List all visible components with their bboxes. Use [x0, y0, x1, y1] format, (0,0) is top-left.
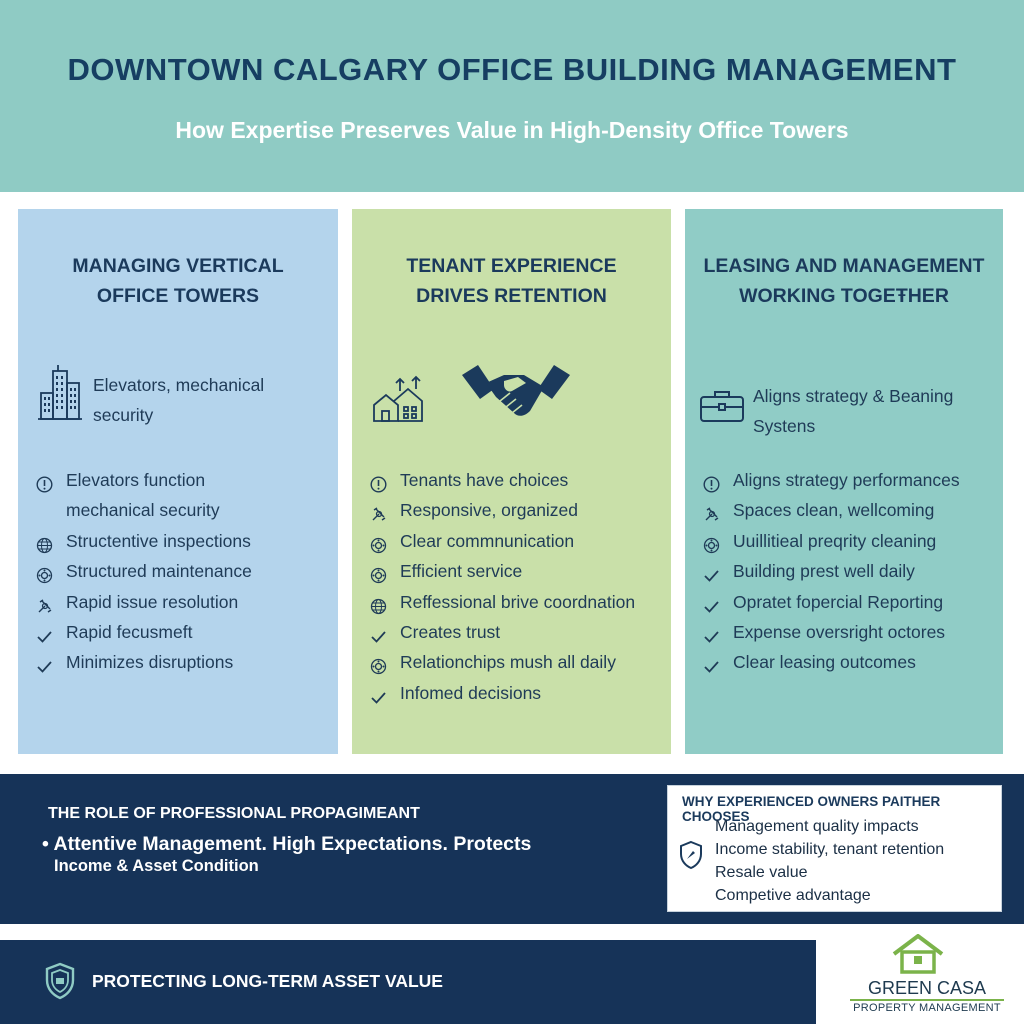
list-item: Tenants have choices	[370, 465, 663, 495]
why-title: WHY EXPERIENCED OWNERS PAITHER CHOOSES	[682, 794, 941, 824]
briefcase-icon	[699, 389, 745, 428]
shield-icon	[44, 962, 76, 1005]
role-statement: • Attentive Management. High Expectations. Protects	[42, 833, 532, 855]
item-list	[703, 465, 995, 678]
list-item: Uuillitieal preqrity cleaning	[703, 526, 995, 556]
globe-icon	[36, 533, 53, 550]
feature-text: Elevators, mechanical security	[93, 375, 265, 425]
list-item: Opratet fopercial Reporting	[703, 587, 995, 617]
page-subtitle: How Expertise Preserves Value in High-Density Office Towers	[175, 117, 849, 143]
globe-icon	[370, 594, 387, 611]
logo-divider	[850, 999, 1004, 1001]
column-tenant-experience	[352, 209, 671, 754]
check-icon	[703, 594, 720, 611]
feature-row	[372, 365, 663, 435]
list-item: Expense oversright octores	[703, 617, 995, 647]
tools-icon	[36, 594, 53, 611]
column-heading: TENANT EXPERIENCE DRIVES RETENTION	[406, 255, 617, 307]
list-item: Responsive, organized	[370, 495, 663, 525]
list-item: Aligns strategy performances	[703, 465, 995, 495]
why-item: Competive advantage	[715, 887, 871, 904]
info-icon	[36, 472, 53, 489]
tools-icon	[703, 502, 720, 519]
list-item: Clear leasing outcomes	[703, 647, 995, 677]
houses-arrows-icon	[372, 375, 428, 430]
column-heading: MANAGING VERTICAL OFFICE TOWERS	[72, 255, 284, 307]
why-owners-box	[667, 785, 1002, 912]
list-item: Efficient service	[370, 556, 663, 586]
list-item: Rapid issue resolution	[36, 587, 330, 617]
item-list	[36, 465, 330, 678]
column-vertical-towers	[18, 209, 338, 754]
check-icon	[370, 685, 387, 702]
check-icon	[703, 624, 720, 641]
item-list	[370, 465, 663, 708]
logo-name: GREEN CASA	[867, 978, 987, 998]
check-icon	[370, 624, 387, 641]
shield-check-icon	[678, 840, 704, 875]
column-leasing-management	[685, 209, 1003, 754]
header-banner	[0, 0, 1024, 192]
footer-text: PROTECTING LONG-TERM ASSET VALUE	[92, 971, 443, 991]
role-title: THE ROLE OF PROFESSIONAL PROPAGIMEANT	[48, 805, 420, 822]
office-tower-icon	[38, 365, 82, 428]
page-title: DOWNTOWN CALGARY OFFICE BUILDING MANAGEMENT	[67, 52, 957, 87]
list-item: Elevators function	[36, 465, 330, 495]
gear-icon	[703, 533, 720, 550]
list-item: Spaces clean, wellcoming	[703, 495, 995, 525]
logo-area	[816, 940, 1024, 1024]
column-heading: LEASING AND MANAGEMENT WORKING TOGEŦHER	[703, 255, 985, 307]
gear-icon	[36, 563, 53, 580]
list-item: Reffessional brive coordnation	[370, 587, 663, 617]
list-item: Structentive inspections	[36, 526, 330, 556]
list-item: Building prest well daily	[703, 556, 995, 586]
gear-icon	[370, 533, 387, 550]
house-logo-icon	[890, 934, 946, 979]
why-item: Management quality impacts	[715, 818, 919, 835]
feature-row	[705, 365, 995, 435]
info-icon	[703, 472, 720, 489]
list-item: mechanical security	[66, 500, 220, 521]
handshake-icon	[460, 361, 572, 432]
check-icon	[703, 654, 720, 671]
gear-icon	[370, 563, 387, 580]
list-item: Structured maintenance	[36, 556, 330, 586]
role-statement-cont: Income & Asset Condition	[54, 857, 259, 875]
feature-row	[38, 365, 330, 435]
tools-icon	[370, 502, 387, 519]
why-item: Resale value	[715, 864, 808, 881]
list-item: Rapid fecusmeft	[36, 617, 330, 647]
list-item: Minimizes disruptions	[36, 647, 330, 677]
list-item: Infomed decisions	[370, 678, 663, 708]
gear-icon	[370, 654, 387, 671]
check-icon	[36, 654, 53, 671]
feature-text: Aligns strategy & Beaning Systens	[753, 386, 954, 436]
logo-subtitle: PROPERTY MANAGEMENT	[853, 1002, 1001, 1014]
info-icon	[370, 472, 387, 489]
list-item: Creates trust	[370, 617, 663, 647]
check-icon	[703, 563, 720, 580]
list-item: Relationchips mush all daily	[370, 647, 663, 677]
check-icon	[36, 624, 53, 641]
list-item: Clear commnunication	[370, 526, 663, 556]
why-item: Income stability, tenant retention	[715, 841, 945, 858]
